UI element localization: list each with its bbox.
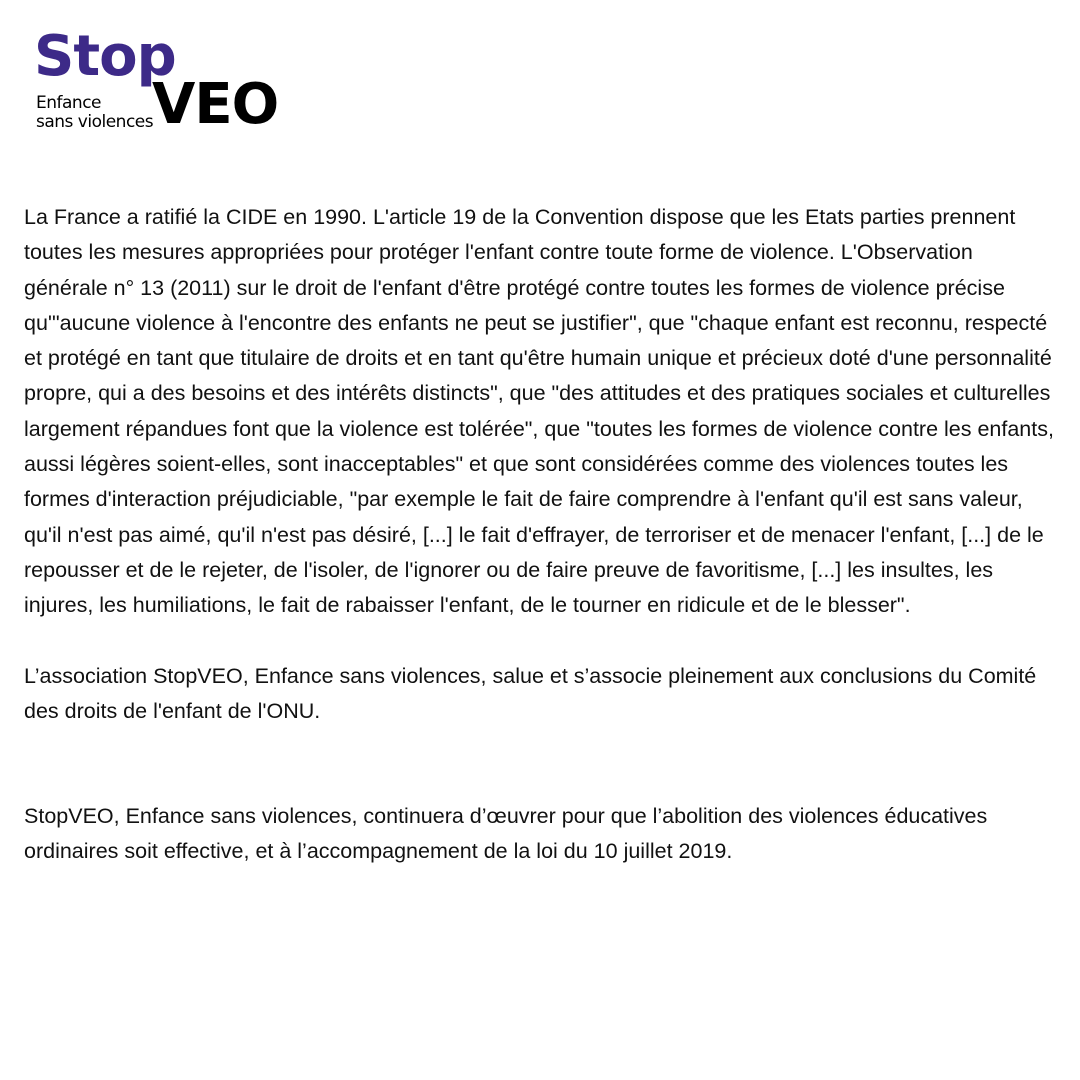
statement-body: [24, 200, 1060, 870]
paragraph-commitment: StopVEO, Enfance sans violences, continuera d’œuvrer pour que l’abolition des violences éducatives ordinaires soit effective, et à l’accompagnement de la loi du 10 juillet 2019.: [24, 804, 988, 864]
paragraph-cide: La France a ratifié la CIDE en 1990. L'article 19 de la Convention dispose que les Etats parties prennent toutes les mesures appropriées pour protéger l'enfant contre toute forme de violence. L'Observation générale n° 13 (2011) sur le droit de l'enfant d'être protégé contre toutes les formes de violence précise qu'"aucune violence à l'encontre des enfants ne peut se justifier", que "chaque enfant est reconnu, respecté et protégé en tant que titulaire de droits et en tant qu'être humain unique et précieux doté d'une personnalité propre, qui a des besoins et des intérêts distincts", que "des attitudes et des pratiques sociales et culturelles largement répandues font que la violence est tolérée", que "toutes les formes de violence contre les enfants, aussi légères soient-elles, sont inacceptables" et que sont considérées comme des violences toutes les formes d'interaction préjudiciable, "par exemple le fait de faire comprendre à l'enfant qu'il est sans valeur, qu'il n'est pas aimé, qu'il n'est pas désiré, [...] le fait d'effrayer, de terroriser et de menacer l'enfant, [...] de le repousser et de le rejeter, de l'isoler, de l'ignorer ou de faire preuve de favoritisme, [...] les insultes, les injures, les humiliations, le fait de rabaisser l'enfant, de le tourner en ridicule et de le blesser".: [24, 205, 1054, 618]
logo-stop-text: Stop: [34, 24, 176, 89]
logo-tagline-line2: sans violences: [36, 112, 154, 132]
logo-tagline: [36, 94, 153, 132]
stopveo-logo: [34, 22, 284, 137]
logo-veo-text: VEO: [152, 72, 279, 137]
logo-tagline-line1: Enfance: [36, 93, 101, 113]
paragraph-association: L’association StopVEO, Enfance sans violences, salue et s’associe pleinement aux conclusions du Comité des droits de l'enfant de l'ONU.: [24, 663, 1037, 723]
